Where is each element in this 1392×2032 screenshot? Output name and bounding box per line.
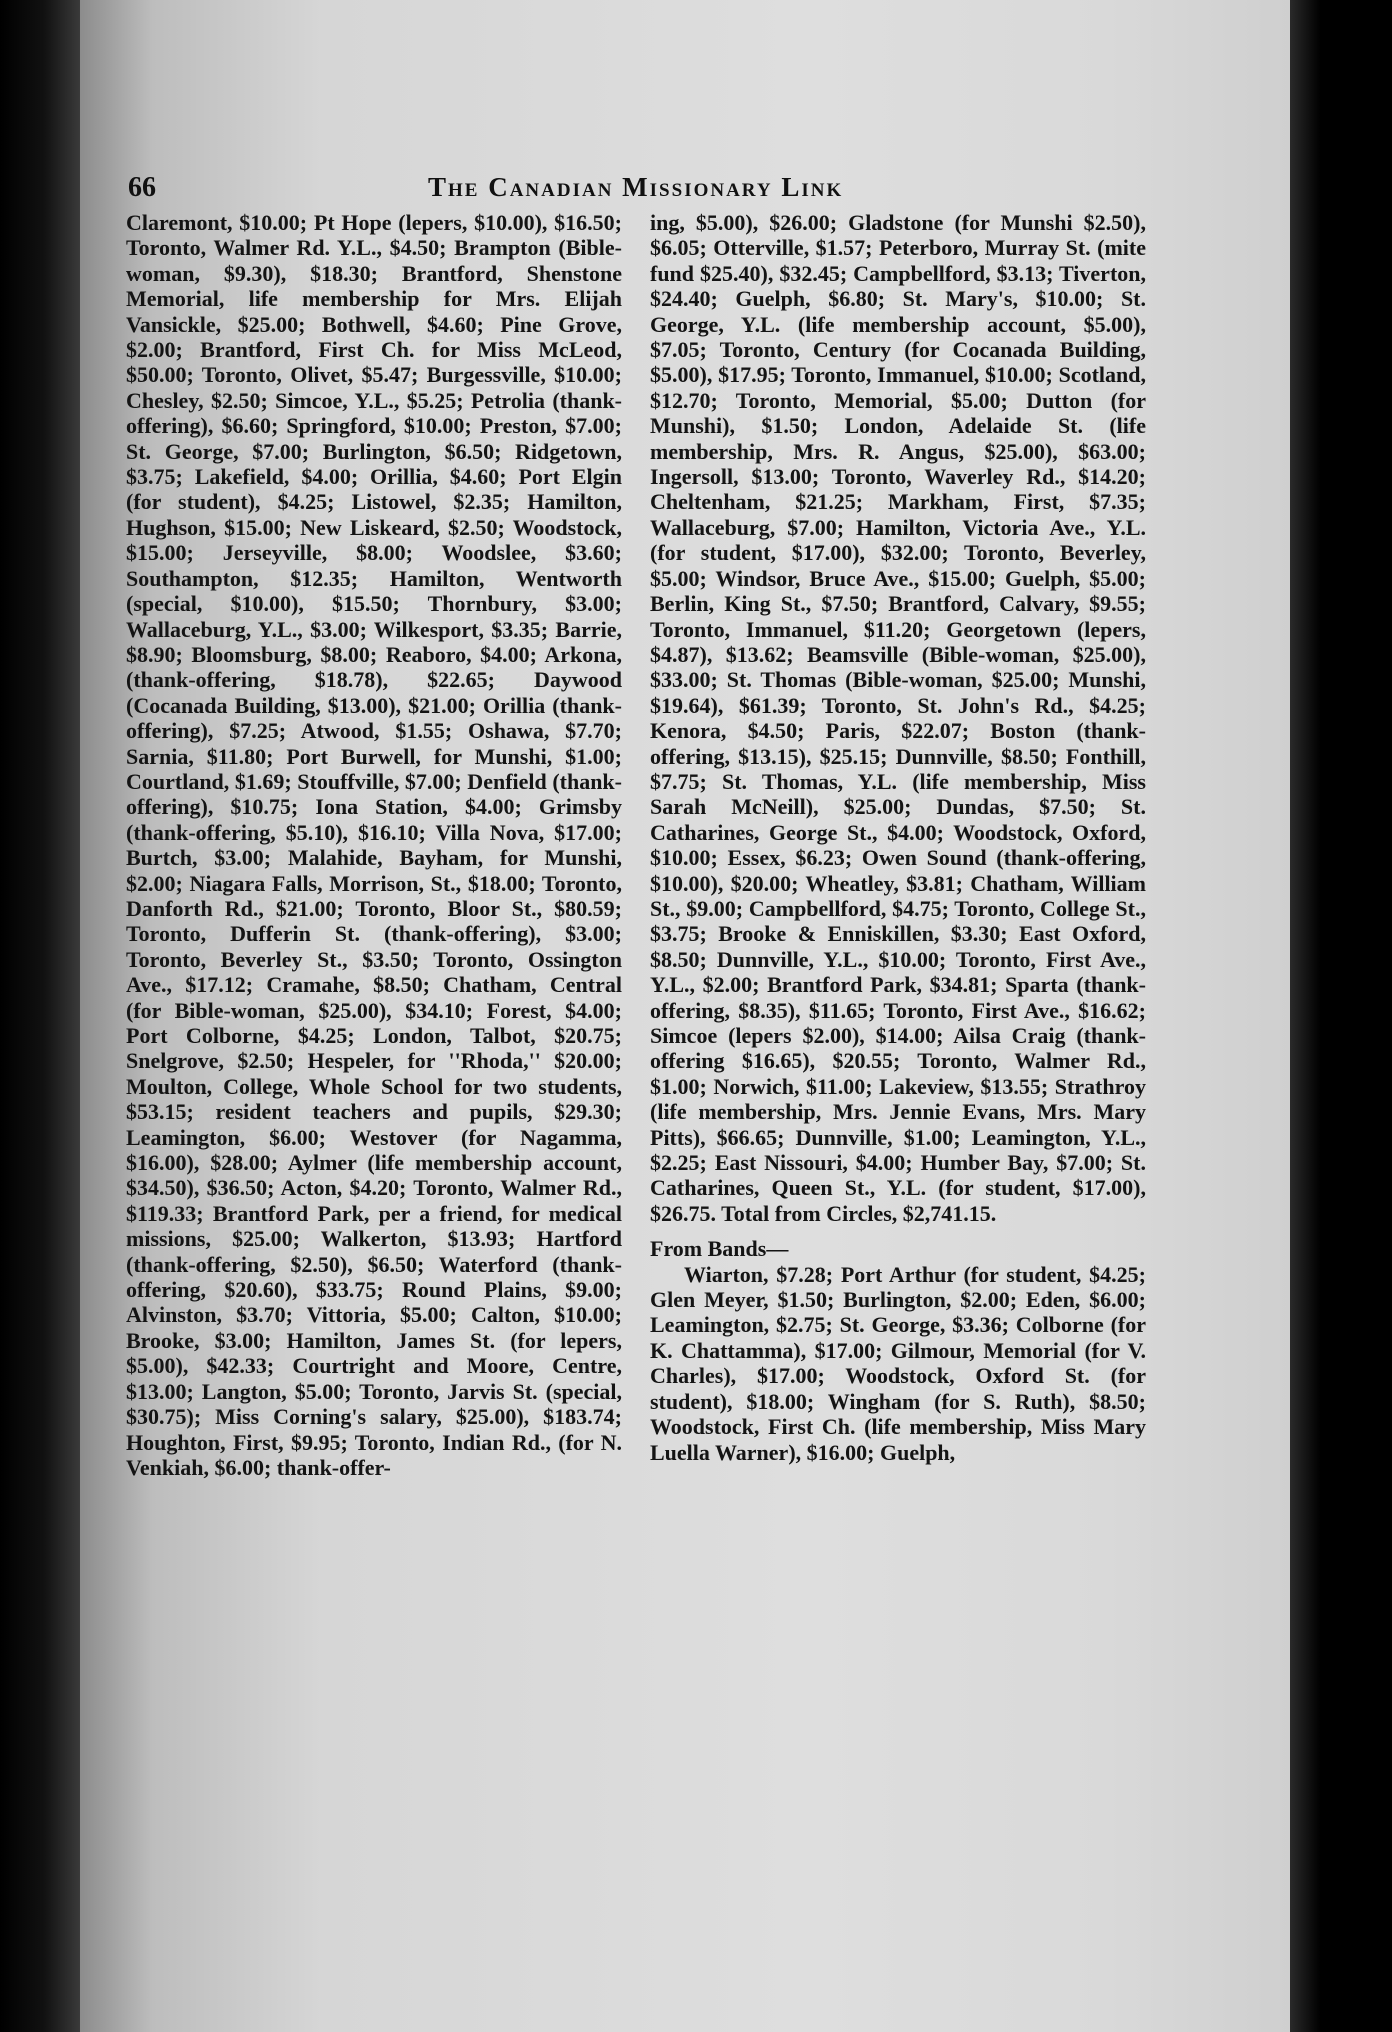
- right-column-text: ing, $5.00), $26.00; Gladstone (for Munshi $2.50), $6.05; Otterville, $1.57; Peterboro, Murray St. (mite fund $25.40), $32.45; Campbellford, $3.13; Tiverton, $24.40; Guelph, $6.80; St. Mary's, $10.00; St. George, Y.L. (life membership account, $5.00), $7.05; Toronto, Century (for Cocanada Building, $5.00), $17.95; Toronto, Immanuel, $10.00; Scotland, $12.70; Toronto, Memorial, $5.00; Dutton (for Munshi), $1.50; London, Adelaide St. (life membership, Mrs. R. Angus, $25.00), $63.00; Ingersoll, $13.00; Toronto, Waverley Rd., $14.20; Cheltenham, $21.25; Markham, First, $7.35; Wallaceburg, $7.00; Hamilton, Victoria Ave., Y.L. (for student, $17.00), $32.00; Toronto, Beverley, $5.00; Windsor, Bruce Ave., $15.00; Guelph, $5.00; Berlin, King St., $7.50; Brantford, Calvary, $9.55; Toronto, Immanuel, $11.20; Georgetown (lepers, $4.87), $13.62; Beamsville (Bible-woman, $25.00), $33.00; St. Thomas (Bible-woman, $25.00; Munshi, $19.64), $61.39; Toronto, St. John's Rd., $4.25; Kenora, $4.50; Paris, $22.07; Boston (thank-offering, $13.15), $25.15; Dunnville, $8.50; Fonthill, $7.75; St. Thomas, Y.L. (life membership, Miss Sarah McNeill), $25.00; Dundas, $7.50; St. Catharines, George St., $4.00; Woodstock, Oxford, $10.00; Essex, $6.23; Owen Sound (thank-offering, $10.00), $20.00; Wheatley, $3.81; Chatham, William St., $9.00; Campbellford, $4.75; Toronto, College St., $3.75; Brooke & Enniskillen, $3.30; East Oxford, $8.50; Dunnville, Y.L., $10.00; Toronto, First Ave., Y.L., $2.00; Brantford Park, $34.81; Sparta (thank-offering, $8.35), $11.65; Toronto, First Ave., $16.62; Simcoe (lepers $2.00), $14.00; Ailsa Craig (thank-offering $16.65), $20.55; Toronto, Walmer Rd., $1.00; Norwich, $11.00; Lakeview, $13.55; Strathroy (life membership, Mrs. Jennie Evans, Mrs. Mary Pitts), $66.65; Dunnville, $1.00; Leamington, Y.L., $2.25; East Nissouri, $4.00; Humber Bay, $7.00; St. Catharines, Queen St., Y.L. (for student, $17.00), $26.75. Total from Circles, $2,741.15.: [650, 210, 1146, 1226]
- film-border-right: [1290, 0, 1392, 2032]
- running-title: The Canadian Missionary Link: [428, 172, 844, 202]
- film-border-left: [0, 0, 80, 2032]
- left-column: [126, 210, 622, 1480]
- right-column: [650, 210, 1146, 1465]
- page-number: 66: [128, 172, 156, 203]
- left-column-text: Claremont, $10.00; Pt Hope (lepers, $10.00), $16.50; Toronto, Walmer Rd. Y.L., $4.50; Brampton (Bible-woman, $9.30), $18.30; Brantford, Shenstone Memorial, life membership for Mrs. Elijah Vansickle, $25.00; Bothwell, $4.60; Pine Grove, $2.00; Brantford, First Ch. for Miss McLeod, $50.00; Toronto, Olivet, $5.47; Burgessville, $10.00; Chesley, $2.50; Simcoe, Y.L., $5.25; Petrolia (thank-offering), $6.60; Springford, $10.00; Preston, $7.00; St. George, $7.00; Burlington, $6.50; Ridgetown, $3.75; Lakefield, $4.00; Orillia, $4.60; Port Elgin (for student), $4.25; Listowel, $2.35; Hamilton, Hughson, $15.00; New Liskeard, $2.50; Woodstock, $15.00; Jerseyville, $8.00; Woodslee, $3.60; Southampton, $12.35; Hamilton, Wentworth (special, $10.00), $15.50; Thornbury, $3.00; Wallaceburg, Y.L., $3.00; Wilkesport, $3.35; Barrie, $8.90; Bloomsburg, $8.00; Reaboro, $4.00; Arkona, (thank-offering, $18.78), $22.65; Daywood (Cocanada Building, $13.00), $21.00; Orillia (thank-offering), $7.25; Atwood, $1.55; Oshawa, $7.70; Sarnia, $11.80; Port Burwell, for Munshi, $1.00; Courtland, $1.69; Stouffville, $7.00; Denfield (thank-offering), $10.75; Iona Station, $4.00; Grimsby (thank-offering, $5.10), $16.10; Villa Nova, $17.00; Burtch, $3.00; Malahide, Bayham, for Munshi, $2.00; Niagara Falls, Morrison, St., $18.00; Toronto, Danforth Rd., $21.00; Toronto, Bloor St., $80.59; Toronto, Dufferin St. (thank-offering), $3.00; Toronto, Beverley St., $3.50; Toronto, Ossington Ave., $17.12; Cramahe, $8.50; Chatham, Central (for Bible-woman, $25.00), $34.10; Forest, $4.00; Port Colborne, $4.25; London, Talbot, $20.75; Snelgrove, $2.50; Hespeler, for ''Rhoda,'' $20.00; Moulton, College, Whole School for two students, $53.15; resident teachers and pupils, $29.30; Leamington, $6.00; Westover (for Nagamma, $16.00), $28.00; Aylmer (life membership account, $34.50), $36.50; Acton, $4.20; Toronto, Walmer Rd., $119.33; Brantford Park, per a friend, for medical missions, $25.00; Walkerton, $13.93; Hartford (thank-offering, $2.50), $6.50; Waterford (thank-offering, $20.60), $33.75; Round Plains, $9.00; Alvinston, $3.70; Vittoria, $5.00; Calton, $10.00; Brooke, $3.00; Hamilton, James St. (for lepers, $5.00), $42.33; Courtright and Moore, Centre, $13.00; Langton, $5.00; Toronto, Jarvis St. (special, $30.75); Miss Corning's salary, $25.00), $183.74; Houghton, First, $9.95; Toronto, Indian Rd., (for N. Venkiah, $6.00; thank-offer-: [126, 210, 622, 1480]
- bands-text: Wiarton, $7.28; Port Arthur (for student, $4.25; Glen Meyer, $1.50; Burlington, $2.00; Eden, $6.00; Leamington, $2.75; St. George, $3.36; Colborne (for K. Chattamma), $17.00; Gilmour, Memorial (for V. Charles), $17.00; Woodstock, Oxford St. (for student), $18.00; Wingham (for S. Ruth), $8.50; Woodstock, First Ch. (life membership, Miss Mary Luella Warner), $16.00; Guelph,: [650, 1261, 1146, 1465]
- bands-heading: From Bands—: [650, 1236, 789, 1262]
- page-header: [128, 172, 1238, 212]
